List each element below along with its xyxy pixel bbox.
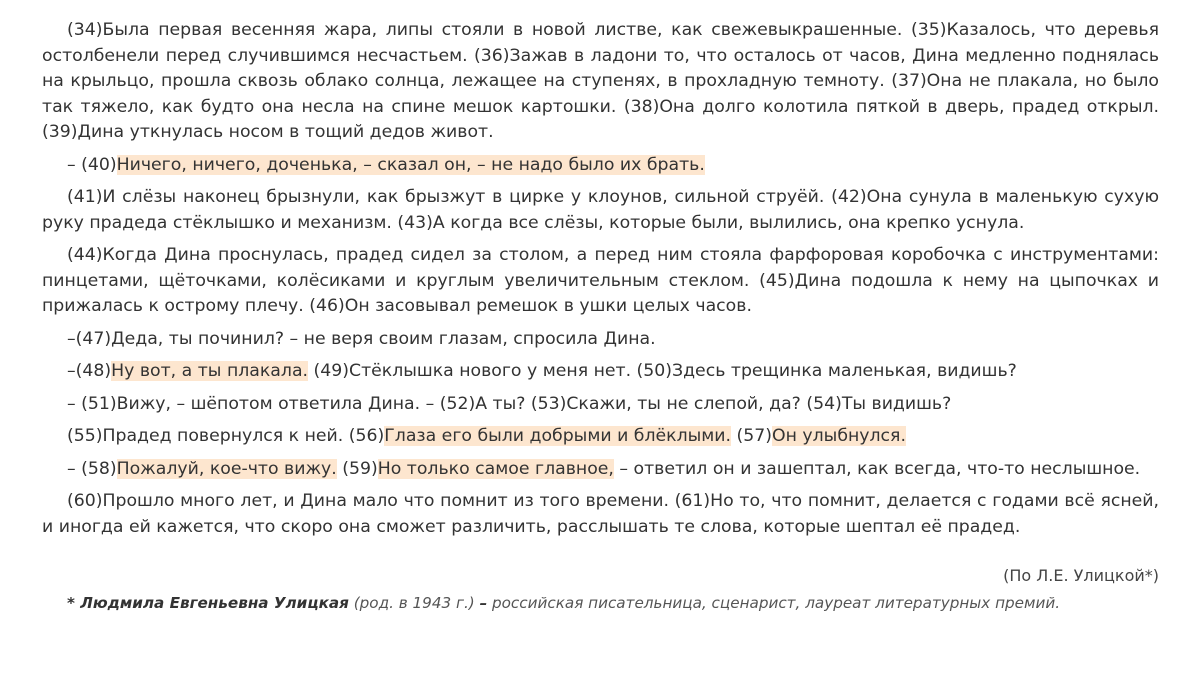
text-paragraph [42, 489, 1159, 540]
text-paragraph [42, 18, 1159, 146]
text-segment: (57) [731, 426, 773, 446]
footnote-author-name: * Людмила Евгеньевна Улицкая [67, 594, 349, 612]
text-segment: (60)Прошло много лет, и Дина мало что помнит из того времени. (61)Но то, что помнит, делается с годами всё ясней, и иногда ей кажется, что скоро она сможет различить, расслышать те слова, которые шептал её прадед. [42, 491, 1159, 537]
text-segment: –(47)Деда, ты починил? – не веря своим глазам, спросила Дина. [67, 328, 656, 349]
footnote-years: (род. в 1943 г.) [348, 594, 480, 612]
footnote-description: российская писательница, сценарист, лауреат литературных премий. [487, 594, 1061, 612]
text-paragraph [42, 424, 1159, 450]
text-segment: (55)Прадед повернулся к ней. (56) [67, 426, 385, 446]
text-segment: –(48) [67, 361, 112, 381]
text-segment: – (40) [67, 154, 117, 175]
highlighted-text: Он улыбнулся. [772, 426, 906, 446]
text-segment: – (51)Вижу, – шёпотом ответила Дина. – (52)А ты? (53)Скажи, ты не слепой, да? (54)Ты видишь? [67, 393, 952, 414]
highlighted-text: Но только самое главное, [377, 458, 614, 479]
text-paragraph [42, 457, 1159, 483]
text-segment: – ответил он и зашептал, как всегда, что-то неслышное. [613, 458, 1141, 479]
text-segment: (49)Стёклышка нового у меня нет. (50)Здесь трещинка маленькая, видишь? [308, 361, 1017, 381]
source-attribution: (По Л.Е. Улицкой*) [1003, 566, 1159, 585]
text-segment: (34)Была первая весенняя жара, липы стояли в новой листве, как свежевыкрашенные. (35)Казалось, что деревья остолбенели перед случившимся несчастьем. (36)Зажав в ладони то, что осталось от часов, Дина медленно поднялась на крыльцо, прошла сквозь облако солнца, лежащее на ступенях, в прохладную темноту. (37)Она не плакала, но было так тяжело, как будто она несла на спине мешок картошки. (38)Она долго колотила пяткой в дверь, прадед открыл. (39)Дина уткнулась носом в тощий дедов живот. [42, 20, 1159, 142]
text-paragraph [42, 327, 1159, 353]
text-body [42, 18, 1159, 547]
text-segment: (41)И слёзы наконец брызнули, как брызжут в цирке у клоунов, сильной струёй. (42)Она сунула в маленькую сухую руку прадеда стёклышко и механизм. (43)А когда все слёзы, которые были, вылились, она крепко уснула. [42, 187, 1159, 233]
author-footnote [67, 594, 1060, 612]
highlighted-text: Глаза его были добрыми и блёклыми. [384, 426, 732, 446]
text-segment: (44)Когда Дина проснулась, прадед сидел за столом, а перед ним стояла фарфоровая коробочка с инструментами: пинцетами, щёточками, колёсиками и круглым увеличительным стеклом. (45)Дина подошла к нему на цыпочках и прижалась к острому плечу. (46)Он засовывал ремешок в ушки целых часов. [42, 245, 1159, 316]
text-paragraph [42, 359, 1159, 385]
text-segment: (59) [336, 458, 378, 479]
highlighted-text: Ну вот, а ты плакала. [111, 361, 309, 381]
footnote-dash: – [479, 594, 488, 612]
highlighted-text: Пожалуй, кое-что вижу. [116, 458, 337, 479]
text-paragraph [42, 153, 1159, 179]
text-paragraph [42, 243, 1159, 320]
text-paragraph [42, 392, 1159, 418]
highlighted-text: Ничего, ничего, доченька, – сказал он, – не надо было их брать. [116, 154, 705, 175]
text-paragraph [42, 185, 1159, 236]
text-segment: – (58) [67, 458, 117, 479]
